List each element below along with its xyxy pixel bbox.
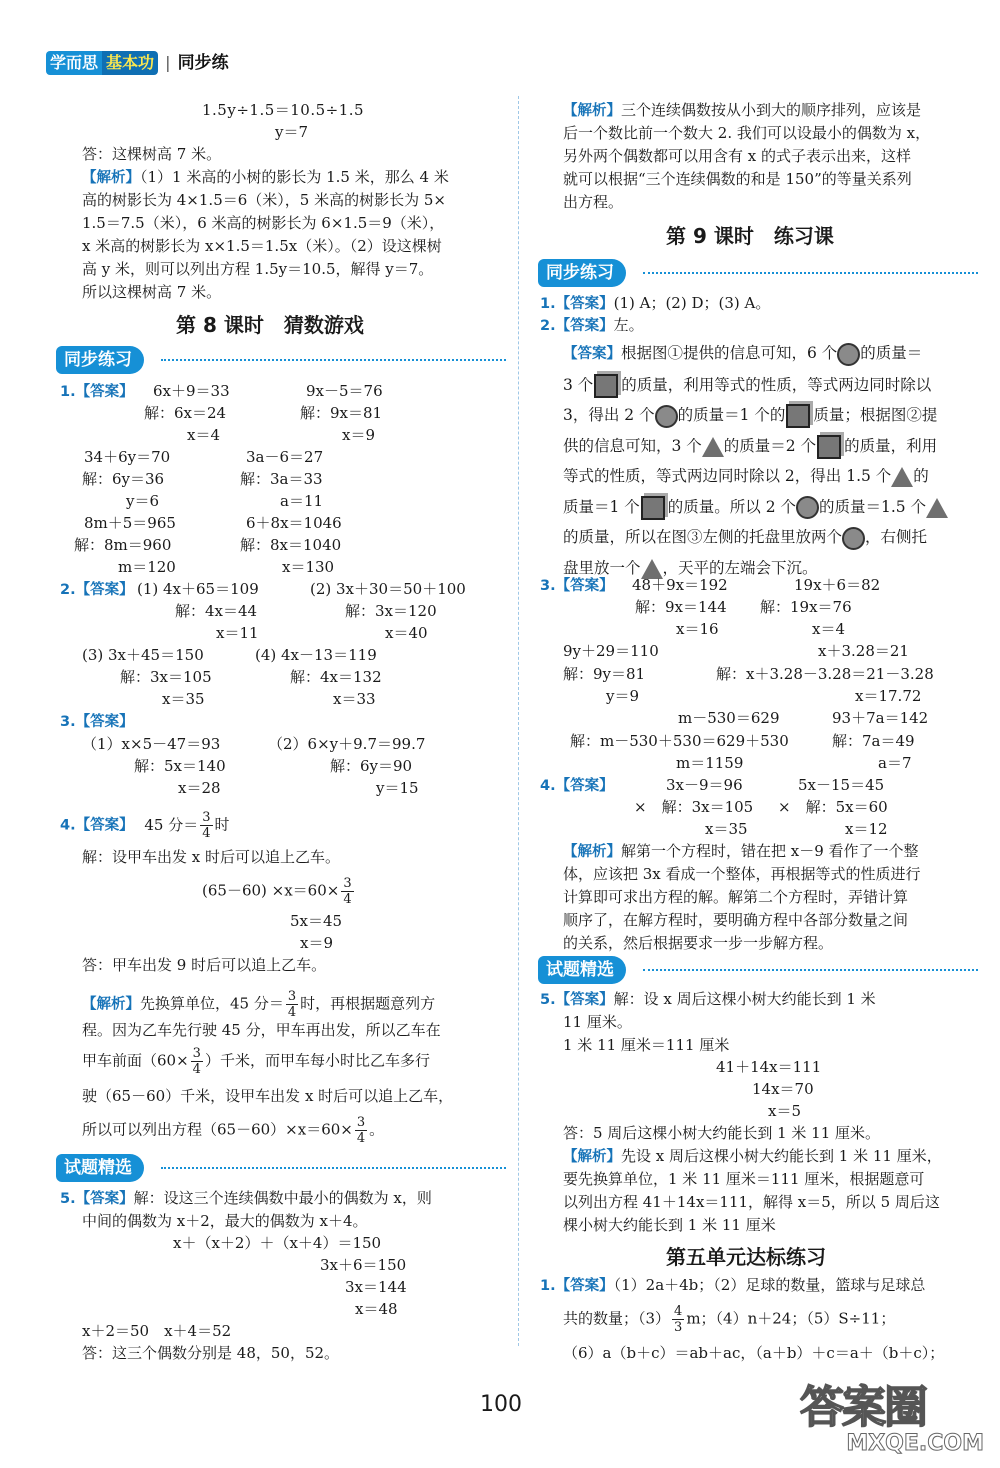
equation: 解：4x＝132	[290, 668, 382, 686]
unit-q1-line-3: （6）a（b＋c）＝ab＋ac，（a＋b）＋c＝a＋（b＋c）；	[563, 1344, 945, 1362]
q4-equation-1: (65－60) ×x＝60× $\frac{3}{4}$	[202, 876, 352, 907]
equation: a＝7	[878, 754, 912, 772]
banner-dotted-rule	[161, 1167, 506, 1169]
question-number: 3.【答案】	[60, 714, 134, 730]
equation: a＝11	[280, 492, 324, 510]
equation: 9x－5＝76	[306, 382, 383, 400]
answer-tag: 【答案】	[75, 384, 134, 400]
equation: x＋3.28＝21	[818, 642, 909, 660]
left-answer-tree: 答：这棵树高 7 米。	[82, 145, 222, 163]
q4-equation-3: x＝9	[300, 934, 334, 952]
equation: x＝28	[178, 779, 221, 797]
answer-tag: 【答案】	[555, 318, 614, 334]
question-number: 1.【答案】(1) A；(2) D；(3) A。	[540, 294, 771, 312]
analysis-line: 计算即可求出方程的解。解第二个方程时，弄错计算	[563, 888, 909, 906]
watermark-url: MXQE.COM	[846, 1431, 984, 1456]
watermark-logo	[800, 1384, 990, 1464]
equation: x＝5	[768, 1102, 802, 1120]
banner-dotted-rule	[643, 969, 978, 971]
banner-label: 试题精选	[538, 956, 626, 984]
explanation-line: 供的信息可知，3 个 的质量＝2 个 的质量，利用	[563, 431, 948, 462]
equation: 解：6y＝36	[82, 470, 165, 488]
analysis-tag: 【解析】	[82, 170, 140, 186]
equation: 19x＋6＝82	[794, 576, 881, 594]
circle-weight-icon	[837, 343, 860, 366]
equation: 48＋9x＝192	[632, 576, 728, 594]
banner-dotted-rule	[161, 359, 506, 361]
equation: 解：19x＝76	[760, 598, 852, 616]
equation: (4) 4x－13＝119	[255, 646, 377, 664]
banner-dotted-rule	[643, 272, 978, 274]
q4-equation-2: 5x＝45	[290, 912, 343, 930]
equation: （1）x×5－47＝93	[82, 735, 221, 753]
equation: y＝9	[606, 687, 640, 705]
equation: x＝40	[385, 624, 428, 642]
analysis-line: 的关系，然后根据要求一步一步解方程。	[563, 934, 834, 952]
analysis-line: 程。因为乙车先行驶 45 分，甲车再出发，所以乙车在	[82, 1021, 441, 1039]
circle-weight-icon	[842, 527, 865, 550]
analysis-line: 所以这棵树高 7 米。	[82, 283, 222, 301]
equation: 解：4x＝44	[175, 602, 258, 620]
unit-q1-line-2: 共的数量；（3） $\frac{4}{3}$ m；（4）n＋24；（5）S÷11；	[563, 1304, 896, 1335]
q5-right-analysis-1: 【解析】先设 x 周后这棵小树大约能长到 1 米 11 厘米，	[563, 1147, 942, 1165]
brand-logo-b: 基本功	[102, 51, 158, 75]
banner-sync-practice-left	[56, 346, 511, 374]
equation: x＝33	[333, 690, 376, 708]
cube-weight-icon	[641, 496, 665, 520]
analysis-tag: 【解析】	[563, 103, 621, 119]
question-number: 2.【答案】	[60, 582, 134, 598]
series-title: 同步练	[177, 53, 229, 73]
answer-tag: 【答案】	[555, 1278, 614, 1294]
fraction: $\frac{3}{4}$	[202, 810, 211, 841]
triangle-weight-icon	[702, 437, 724, 457]
equation: x＝9	[342, 426, 376, 444]
analysis-line: 就可以根据“三个连续偶数的和是 150”的等量关系列	[563, 170, 912, 188]
cube-weight-icon	[817, 435, 841, 459]
left-eq-2: y＝7	[275, 123, 309, 141]
analysis-tag: 【解析】	[563, 1149, 621, 1165]
banner-selected-questions-left	[56, 1154, 511, 1182]
equation: 解：3a＝33	[240, 470, 323, 488]
equation: 93＋7a＝142	[832, 709, 929, 727]
analysis-line: 要先换算单位，1 米 11 厘米＝111 厘米，根据题意可	[563, 1170, 925, 1188]
unit-5-heading: 第五单元达标练习	[666, 1245, 826, 1269]
equation: 5x－15＝45	[798, 776, 885, 794]
equation: 34＋6y＝70	[84, 448, 171, 466]
equation: m－530＝629	[678, 709, 780, 727]
equation: 解：9x＝144	[635, 598, 727, 616]
brand-logo-a: 学而思	[46, 51, 102, 75]
answer-tag: 【答案】	[555, 578, 614, 594]
q5-line: 1 米 11 厘米＝111 厘米	[563, 1036, 730, 1054]
answer-tag: 【答案】	[563, 346, 621, 362]
banner-label: 同步练习	[538, 259, 626, 287]
question-number: 4.【答案】 45 分＝ $\frac{3}{4}$ 时	[60, 810, 230, 841]
lesson-9-heading: 第 9 课时 练习课	[666, 224, 834, 248]
answer-tag: 【答案】	[555, 296, 614, 312]
triangle-weight-icon	[926, 498, 948, 518]
banner-label: 试题精选	[56, 1154, 144, 1182]
analysis-line: （1）1 米高的小树的影长为 1.5 米，那么 4 米	[140, 168, 449, 186]
analysis-tag: 【解析】	[563, 844, 621, 860]
question-number: 1.【答案】（1）2a＋4b；（2）足球的数量，篮球与足球总	[540, 1276, 926, 1294]
equation: 41＋14x＝111	[716, 1058, 822, 1076]
equation: × 解：5x＝60	[778, 798, 888, 816]
explanation-line: 【答案】根据图①提供的信息可知，6 个 的质量＝	[563, 338, 948, 370]
equation: 9y＋29＝110	[563, 642, 659, 660]
analysis-line: 以列出方程 41＋14x＝111，解得 x＝5，所以 5 周后这	[563, 1193, 940, 1211]
page-number: 100	[480, 1392, 522, 1417]
q4-right-analysis-1: 【解析】解第一个方程时，错在把 x－9 看作了一个整	[563, 842, 919, 860]
equation: (1) 4x＋65＝109	[137, 580, 259, 598]
q4-analysis-5: 所以可以列出方程（65－60）×x＝60× $\frac{3}{4}$ 。	[82, 1115, 385, 1146]
q5-line: 11 厘米。	[563, 1013, 632, 1031]
q2-explanation	[563, 338, 948, 583]
analysis-line: 后一个数比前一个数大 2. 我们可以设最小的偶数为 x，	[563, 124, 931, 142]
answer-tag: 【答案】	[555, 992, 614, 1008]
explanation-line: 3 个 的质量，利用等式的性质，等式两边同时除以	[563, 370, 948, 401]
q4-analysis-3: 甲车前面（60× $\frac{3}{4}$ ）千米，而甲车每小时比乙车多行	[82, 1046, 430, 1077]
answer-tag: 【答案】	[75, 582, 134, 598]
q5-line-2: 中间的偶数为 x＋2，最大的偶数为 x＋4。	[82, 1212, 368, 1230]
q5-answer: 答：5 周后这棵小树大约能长到 1 米 11 厘米。	[563, 1124, 881, 1142]
brand-separator: |	[165, 53, 171, 72]
equation: x＋（x＋2）＋（x＋4）＝150	[173, 1234, 382, 1252]
equation: x＝4	[187, 426, 221, 444]
equation: 解：9y＝81	[563, 665, 646, 683]
explanation-line: 质量＝1 个 的质量。所以 2 个 的质量＝1.5 个	[563, 492, 948, 523]
analysis-line: 高 y 米，则可以列出方程 1.5y＝10.5，解得 y＝7。	[82, 260, 434, 278]
question-number: 4.【答案】	[540, 778, 614, 794]
cube-weight-icon	[786, 404, 810, 428]
equation: 解：5x＝140	[134, 757, 226, 775]
equation: x＝130	[282, 558, 335, 576]
watermark-text-cn: 答案圈	[800, 1382, 926, 1433]
question-number: 1.【答案】	[60, 384, 134, 400]
analysis-line: 出方程。	[563, 193, 624, 211]
explanation-line: 盘里放一个 ，天平的左端会下沉。	[563, 558, 818, 577]
triangle-weight-icon	[891, 467, 913, 487]
equation: x＝12	[845, 820, 888, 838]
equation: 3x＝144	[345, 1278, 407, 1296]
equation: x＝48	[355, 1300, 398, 1318]
equation: 6x＋9＝33	[153, 382, 230, 400]
equation: × 解：3x＝105	[634, 798, 754, 816]
equation: 解：9x＝81	[300, 404, 383, 422]
question-number: 5.【答案】解：设 x 周后这棵小树大约能长到 1 米	[540, 990, 876, 1008]
equation: (3) 3x＋45＝150	[82, 646, 204, 664]
equation: 14x＝70	[752, 1080, 814, 1098]
equation: 解：6y＝90	[330, 757, 413, 775]
answer-tag: 【答案】	[75, 1191, 134, 1207]
equation: x＝17.72	[855, 687, 922, 705]
banner-label: 同步练习	[56, 346, 144, 374]
q5-answer: 答：这三个偶数分别是 48，50，52。	[82, 1344, 340, 1362]
equation: 3a－6＝27	[246, 448, 324, 466]
q4-answer: 答：甲车出发 9 时后可以追上乙车。	[82, 956, 327, 974]
left-analysis-1	[82, 166, 449, 190]
q4-setup: 解：设甲车出发 x 时后可以追上乙车。	[82, 848, 340, 866]
equation: y＝15	[376, 779, 419, 797]
left-eq-1: 1.5y÷1.5＝10.5÷1.5	[202, 101, 365, 119]
question-number: 3.【答案】	[540, 578, 614, 594]
equation: 解：3x＝120	[345, 602, 437, 620]
equation: 解：7a＝49	[832, 732, 915, 750]
equation: x＝35	[162, 690, 205, 708]
equation: x＝35	[705, 820, 748, 838]
equation: (2) 3x＋30＝50＋100	[310, 580, 466, 598]
circle-weight-icon	[796, 496, 819, 519]
equation: 解：6x＝24	[144, 404, 227, 422]
fraction: $\frac{3}{4}$	[356, 1115, 366, 1146]
answer-tag: 【答案】	[75, 817, 134, 834]
banner-sync-practice-right	[538, 259, 983, 287]
equation: y＝6	[126, 492, 160, 510]
analysis-line: 顺序了，在解方程时，要明确方程中各部分数量之间	[563, 911, 909, 929]
equation: 解：m－530＋530＝629＋530	[570, 732, 789, 750]
fraction: $\frac{3}{4}$	[287, 989, 297, 1020]
cube-weight-icon	[594, 374, 618, 398]
equation: m＝1159	[676, 754, 744, 772]
fraction: $\frac{3}{4}$	[343, 876, 352, 907]
right-analysis-1: 【解析】三个连续偶数按从小到大的顺序排列，应该是	[563, 101, 922, 119]
equation: 解：3x＝105	[120, 668, 212, 686]
fraction: $\frac{3}{4}$	[192, 1046, 201, 1077]
equation: 8m＋5＝965	[84, 514, 176, 532]
explanation-line: 等式的性质，等式两边同时除以 2，得出 1.5 个 的	[563, 467, 929, 485]
equation: （2）6×y＋9.7＝99.7	[268, 735, 426, 753]
analysis-line: 高的树影长为 4×1.5＝6（米），5 米高的树影长为 5×	[82, 191, 446, 209]
answer-tag: 【答案】	[555, 778, 614, 794]
equation: 解：8x＝1040	[240, 536, 342, 554]
answer-tag: 【答案】	[75, 714, 134, 730]
equation: x＝4	[812, 620, 846, 638]
fraction: $\frac{4}{3}$	[674, 1304, 683, 1335]
analysis-line: 棵小树大约能长到 1 米 11 厘米	[563, 1216, 776, 1234]
explanation-line: 的质量，所以在图③左侧的托盘里放两个 ，右侧托	[563, 522, 948, 553]
question-number: 5.【答案】解：设这三个连续偶数中最小的偶数为 x，则	[60, 1189, 432, 1207]
q4-answer-pre: 45 分＝	[144, 815, 199, 834]
equation: 6＋8x＝1046	[246, 514, 342, 532]
analysis-tag: 【解析】	[82, 996, 140, 1013]
column-divider	[518, 96, 519, 1346]
equation: 3x＋6＝150	[320, 1256, 407, 1274]
analysis-line: 另外两个偶数都可以用含有 x 的式子表示出来，这样	[563, 147, 911, 165]
lesson-8-heading: 第 8 课时 猜数游戏	[176, 313, 364, 337]
equation: m＝120	[118, 558, 176, 576]
analysis-line: x 米高的树影长为 x×1.5＝1.5x（米）。（2）设这棵树	[82, 237, 442, 255]
header-brand	[46, 48, 229, 72]
analysis-line: 体，应该把 3x 看成一个整体，再根据等式的性质进行	[563, 865, 921, 883]
analysis-line: 驶（65－60）千米，设甲车出发 x 时后可以追上乙车，	[82, 1087, 454, 1105]
q4-answer-post: 时	[214, 815, 230, 834]
equation: 3x－9＝96	[666, 776, 743, 794]
banner-selected-questions-right	[538, 956, 983, 984]
explanation-line: 3，得出 2 个 的质量＝1 个的 质量；根据图②提	[563, 400, 948, 431]
equation: x＋2＝50 x＋4＝52	[82, 1322, 232, 1340]
q4-analysis-1: 【解析】先换算单位，45 分＝ $\frac{3}{4}$ 时，再根据题意列方	[82, 989, 436, 1020]
equation: x＝16	[676, 620, 719, 638]
question-number: 2.【答案】左。	[540, 316, 644, 334]
equation: 解：8m＝960	[74, 536, 172, 554]
analysis-line: 1.5＝7.5（米），6 米高的树影长为 6×1.5＝9（米），	[82, 214, 445, 232]
equation: x＝11	[216, 624, 259, 642]
equation: 解：x＋3.28－3.28＝21－3.28	[716, 665, 934, 683]
circle-weight-icon	[655, 405, 678, 428]
